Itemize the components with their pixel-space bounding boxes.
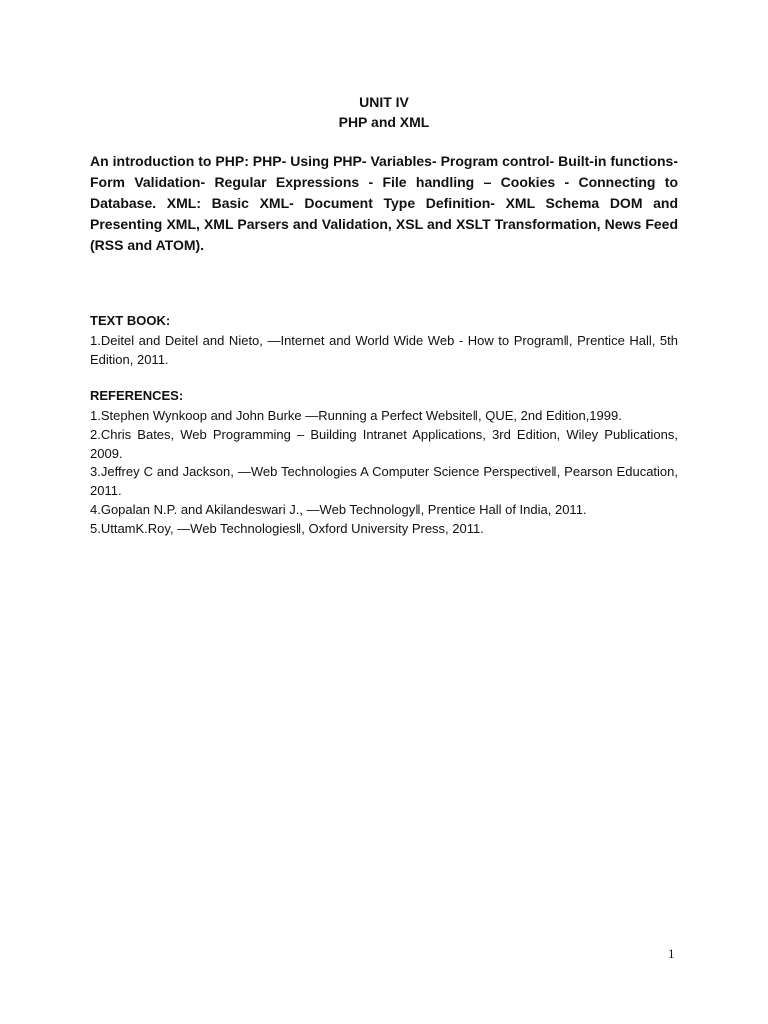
page-number: 1 — [668, 946, 675, 961]
references-heading: REFERENCES: — [90, 388, 184, 403]
syllabus-paragraph: An introduction to PHP: PHP- Using PHP- Variables- Program control- Built-in functions- Form Validation- Regular Expressions - File handling – Cookies - Connecting to Database. XML: Basic XML- Document Type Definition- XML Schema DOM and Presenting XML, XML Parsers and Validation, XSL and XSLT Transformation, News Feed (RSS and ATOM). — [90, 153, 678, 253]
reference-item-3: 3.Jeffrey C and Jackson, ―Web Technologies A Computer Science Perspective‖, Pearson Education, 2011. — [90, 464, 678, 498]
unit-subject: PHP and XML — [338, 114, 430, 130]
reference-item-5: 5.UttamK.Roy, ―Web Technologies‖, Oxford University Press, 2011. — [90, 521, 484, 536]
text-book-item: 1.Deitel and Deitel and Nieto, ―Internet and World Wide Web - How to Program‖, Prentice Hall, 5th Edition, 2011. — [90, 333, 678, 367]
reference-item-4: 4.Gopalan N.P. and Akilandeswari J., ―Web Technology‖, Prentice Hall of India, 2011. — [90, 502, 587, 517]
reference-item-1: 1.Stephen Wynkoop and John Burke ―Running a Perfect Website‖, QUE, 2nd Edition,1999. — [90, 408, 622, 423]
reference-item-2: 2.Chris Bates, Web Programming – Building Intranet Applications, 3rd Edition, Wiley Publications, 2009. — [90, 427, 678, 461]
text-book-heading: TEXT BOOK: — [90, 313, 171, 328]
unit-title: UNIT IV — [359, 94, 409, 110]
